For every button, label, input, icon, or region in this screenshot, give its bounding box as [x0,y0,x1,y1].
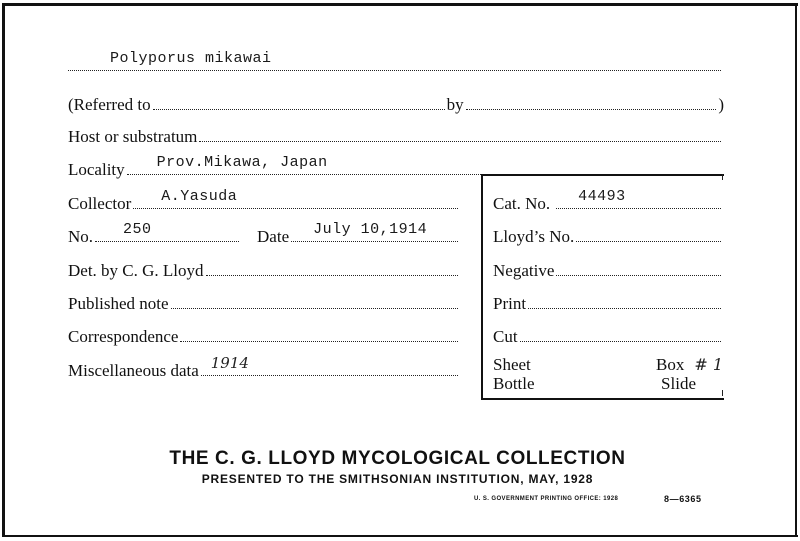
bottle-label: Bottle [493,374,535,393]
print-line [528,288,721,309]
collector-row [68,188,460,214]
species-row [68,50,723,71]
slide-label: Slide [661,374,696,393]
lloyds-no-line [576,221,721,242]
locality-label: Locality [68,160,125,179]
lloyds-no-row [493,221,723,247]
collector-value: A.Yasuda [161,188,238,205]
host-row [68,121,723,147]
negative-label: Negative [493,261,555,280]
print-row [493,288,723,314]
collection-subtitle: PRESENTED TO THE SMITHSONIAN INSTITUTION, MAY, 1928 [201,472,594,486]
negative-line [556,255,721,276]
host-line [199,121,721,142]
cut-label: Cut [493,327,518,346]
negative-row [493,255,723,281]
host-label: Host or substratum [68,127,198,146]
cat-no-value: 44493 [578,188,626,205]
correspondence-label: Correspondence [68,327,179,346]
printing-office-note: U. S. GOVERNMENT PRINTING OFFICE: 1928 [474,496,619,502]
misc-value: 1914 [210,354,249,372]
referred-by-label: by [446,95,464,114]
det-line [206,255,458,276]
referred-label: (Referred to [68,95,151,114]
cat-no-row [493,188,723,214]
referred-row [68,89,724,115]
catalog-box-tick-top [722,174,723,180]
correspondence-row [68,321,460,347]
misc-label: Miscellaneous data [68,361,199,380]
referred-by-line [466,89,717,110]
card-border-bottom [2,535,798,537]
published-line [171,288,458,309]
published-row [68,288,460,314]
collector-label: Collector [68,194,132,213]
collector-line [133,188,458,209]
correspondence-line [180,321,458,342]
misc-line [201,355,458,376]
number-date-row [68,221,460,247]
locality-value: Prov.Mikawa, Japan [156,154,328,171]
collection-title: THE C. G. LLOYD MYCOLOGICAL COLLECTION [169,448,626,469]
det-label: Det. by C. G. Lloyd [68,261,204,280]
cat-no-line [556,188,721,209]
print-label: Print [493,294,527,313]
referred-line [153,89,445,110]
species-line [68,50,721,71]
number-line [95,221,239,242]
misc-row [68,355,460,381]
form-code: 8—6365 [664,494,702,504]
cat-no-label: Cat. No. [493,194,551,213]
card-border-right [795,3,797,537]
number-label: No. [68,227,94,246]
cut-row [493,321,723,347]
box-label: Box [655,355,685,374]
date-line [291,221,458,242]
date-label: Date [257,227,290,246]
sheet-label: Sheet [493,355,531,374]
number-value: 250 [123,221,152,238]
locality-line [127,154,721,175]
sheet-box-row [493,355,723,375]
card-border-top [2,3,798,6]
species-name: Polyporus mikawai [110,50,272,67]
cut-line [520,321,721,342]
lloyds-no-label: Lloyd’s No. [493,227,575,246]
referred-close: ) [718,95,724,114]
date-value: July 10,1914 [313,221,428,238]
det-row [68,255,460,281]
box-value: # 1 [694,355,723,374]
published-label: Published note [68,294,169,313]
bottle-slide-row [493,374,723,394]
